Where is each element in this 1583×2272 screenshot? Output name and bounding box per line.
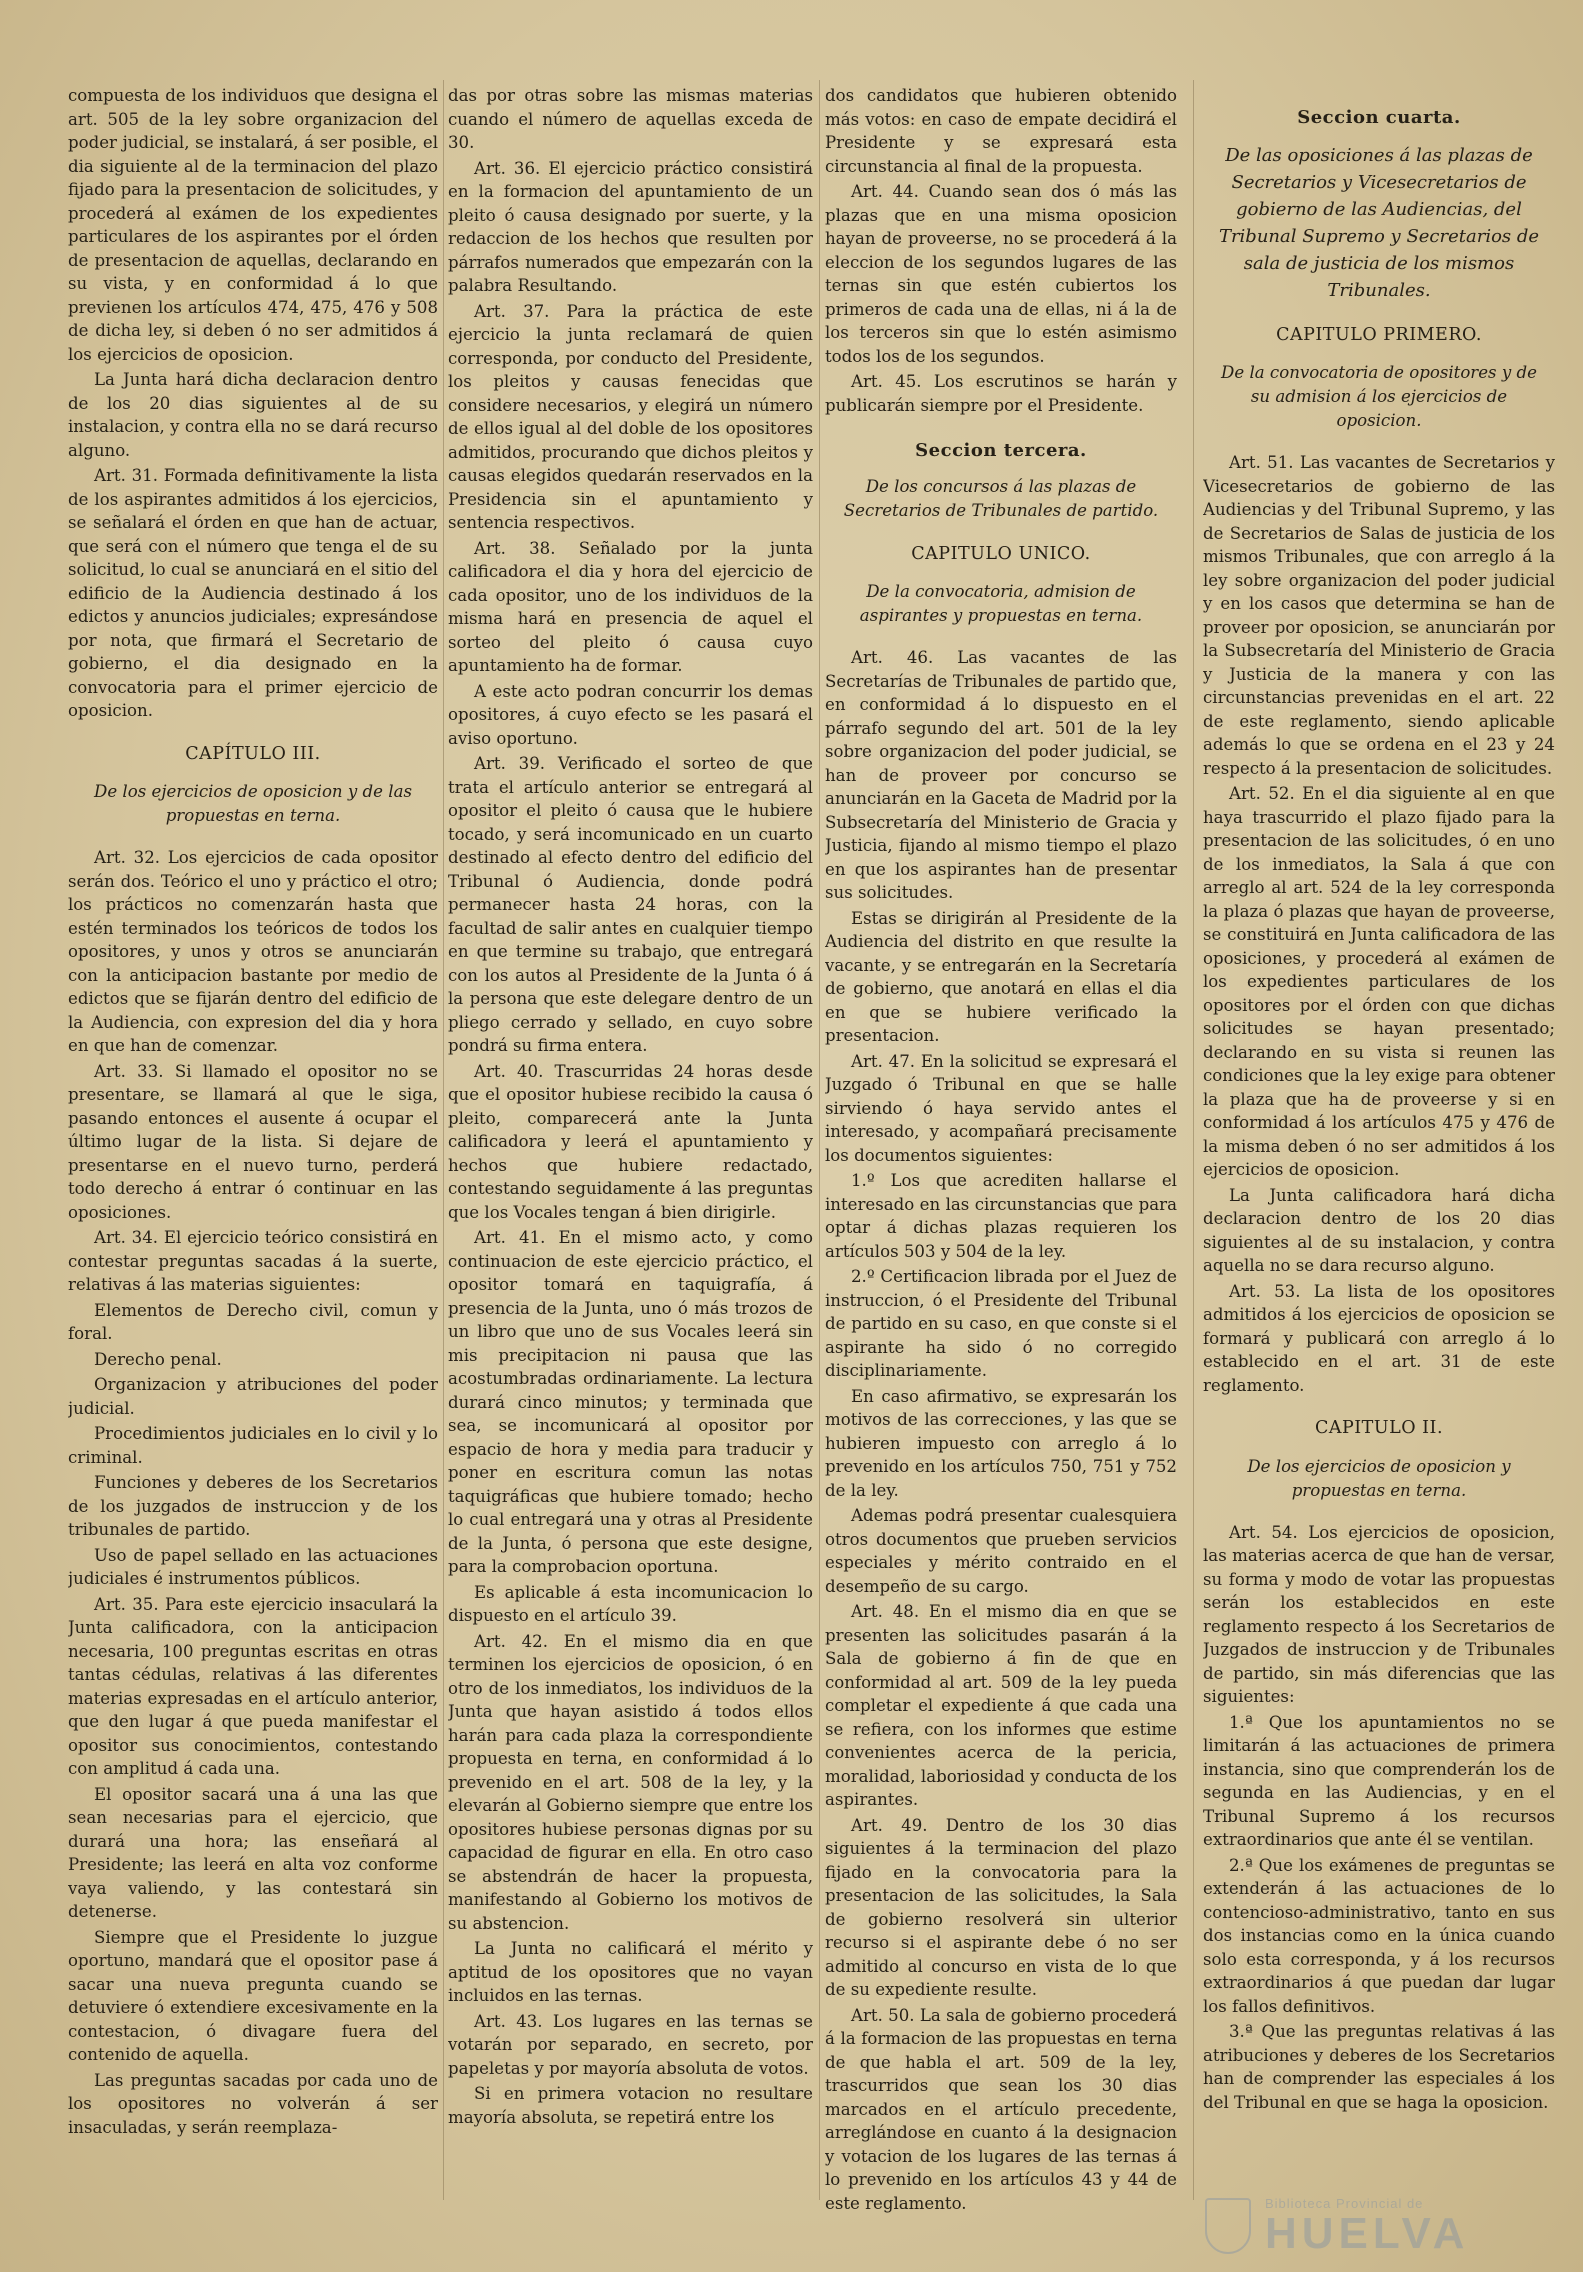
article-paragraph: Art. 49. Dentro de los 30 dias siguientes á la terminacion del plazo fijado en la convocatoria para la presentacion de las solicitudes, la Sala de gobierno resolverá sin ulterior recurso si el aspirante debe ó no ser admitido al concurso en vista de lo que de su expediente resulte.: [825, 1815, 1177, 1999]
article-paragraph: Funciones y deberes de los Secretarios de los juzgados de instruccion y de los tribunales de partido.: [68, 1473, 438, 1539]
column-rule: [1193, 80, 1194, 2200]
article-paragraph: Derecho penal.: [94, 1349, 222, 1369]
article-paragraph: Procedimientos judiciales en lo civil y lo criminal.: [68, 1424, 438, 1467]
column-4: [1203, 84, 1555, 2234]
column-2: [448, 84, 813, 2234]
column-1: [68, 84, 438, 2234]
article-paragraph: Art. 34. El ejercicio teórico consistirá en contestar preguntas sacadas á la suerte, relativas á las materias siguientes:: [68, 1228, 438, 1294]
article-paragraph: das por otras sobre las mismas materias cuando el número de aquellas exceda de 30.: [448, 86, 813, 152]
section-subtitle: De los ejercicios de oposicion y de las propuestas en terna.: [94, 782, 412, 825]
article-paragraph: La Junta hará dicha declaracion dentro de los 20 dias siguientes al de su instalacion, y contra ella no se dará recurso alguno.: [68, 370, 438, 460]
article-paragraph: Art. 54. Los ejercicios de oposicion, las materias acerca de que han de versar, su forma y modo de votar las propuestas serán los establecidos en este reglamento respecto á los Secretarios de Juzgados de instruccion y de Tribunales de partido, sin más diferencias que las siguientes:: [1203, 1522, 1555, 1706]
article-paragraph: Art. 47. En la solicitud se expresará el Juzgado ó Tribunal en que se halle sirviendo ó haya servido antes el interesado, y acompañará precisamente los documentos siguientes:: [825, 1051, 1177, 1165]
section-subtitle: De la convocatoria, admision de aspirantes y propuestas en terna.: [859, 582, 1143, 625]
column-rule: [819, 80, 820, 2200]
article-paragraph: 1.ª Que los apuntamientos no se limitarán á las actuaciones de primera instancia, sino que comprenderán los de segunda en las Audiencias, y en el Tribunal Supremo á los recursos extraordinarios que ante él se ventilan.: [1203, 1712, 1555, 1849]
article-paragraph: Art. 50. La sala de gobierno procederá á la formacion de las propuestas en terna de que habla el art. 509 de la ley, trascurridos que sean los 30 dias marcados en el artículo precedente, arreglándose en cuanto á la designacion y votacion de los lugares de las ternas á lo prevenido en los artículos 43 y 44 de este reglamento.: [825, 2005, 1177, 2213]
article-paragraph: La Junta calificadora hará dicha declaracion dentro de los 20 dias siguientes al de su instalacion, y contra aquella no se dara recurso alguno.: [1203, 1185, 1555, 1275]
article-paragraph: 3.ª Que las preguntas relativas á las atribuciones y deberes de los Secretarios han de comprender las especiales á los del Tribunal en que se haga la oposicion.: [1203, 2022, 1555, 2112]
article-paragraph: A este acto podran concurrir los demas opositores, á cuyo efecto se les pasará el aviso oportuno.: [448, 681, 813, 748]
article-paragraph: Art. 41. En el mismo acto, y como continuacion de este ejercicio práctico, el opositor tomará en taquigrafía, á presencia de la Junta, uno ó más trozos de un libro que uno de sus Vocales leerá sin mis precipitacion ni pausa que las acostumbradas ordinariamente. La lectura durará cinco minutos; y terminada que sea, se incomunicará al opositor por espacio de hora y media para traducir y poner en escritura comun las notas taquigráficas que hubiere tomado; hecho lo cual entregará una y otras al Presidente de la Junta, ó persona que este designe, para la comprobacion oportuna.: [448, 1228, 813, 1576]
section-heading: Seccion cuarta.: [1297, 107, 1461, 128]
article-paragraph: Art. 31. Formada definitivamente la lista de los aspirantes admitidos á los ejercicios, se señalará el órden en que han de actuar, que será con el número que tenga el de su solicitud, lo cual se anunciará en el sitio del edificio de la Audiencia destinado á los edictos y anuncios judiciales; expresándose por nota, que firmará el Secretario de gobierno, el dia designado en la convocatoria para el primer ejercicio de oposicion.: [68, 466, 438, 720]
article-paragraph: compuesta de los individuos que designa el art. 505 de la ley sobre organizacion del poder judicial, se instalará, á ser posible, el dia siguiente al de la terminacion del plazo fijado para la presentacion de solicitudes, y procederá al exámen de los expedientes particulares de los aspirantes por el órden de presentacion de aquellas, declarando en su vista, y en conformidad á lo que previenen los artículos 474, 475, 476 y 508 de dicha ley, si deben ó no ser admitidos á los ejercicios de oposicion.: [68, 86, 438, 364]
article-paragraph: Art. 42. En el mismo dia en que terminen los ejercicios de oposicion, ó en otro de los inmediatos, los individuos de la Junta que hayan asistido á todos ellos harán para cada plaza la correspondiente propuesta en terna, en conformidad á lo prevenido en el art. 508 de la ley, y la elevarán al Gobierno siempre que entre los opositores hubiese personas dignas por su capacidad de figurar en ella. En otro caso se abstendrán de hacer la propuesta, manifestando al Gobierno los motivos de su abstencion.: [448, 1631, 813, 1933]
article-paragraph: Art. 51. Las vacantes de Secretarios y Vicesecretarios de gobierno de las Audiencias y del Tribunal Supremo, y las de Secretarios de Salas de justicia de los mismos Tribunales, que con arreglo á la ley sobre organizacion del poder judicial y en los casos que determina se han de proveer por oposicion, se anunciarán por la Subsecretaría del Ministerio de Gracia y Justicia de la manera y con las circunstancias prevenidas en el art. 22 de este reglamento, siendo aplicable además lo que se ordena en el 23 y 24 respecto á la presentacion de solicitudes.: [1203, 453, 1555, 778]
watermark-line-2: HUELVA: [1265, 2208, 1470, 2258]
article-paragraph: Estas se dirigirán al Presidente de la Audiencia del distrito en que resulte la vacante, y se entregarán en la Secretaría de gobierno, que anotará en ellas el dia en que se hubiere verificado la presentacion.: [825, 908, 1177, 1045]
article-paragraph: Siempre que el Presidente lo juzgue oportuno, mandará que el opositor pase á sacar una nueva pregunta cuando se detuviere ó extendiere excesivamente en la contestacion, ó divagare fuera del contenido de aquella.: [68, 1927, 438, 2064]
section-subtitle: De los concursos á las plazas de Secretarios de Tribunales de partido.: [843, 476, 1159, 520]
article-paragraph: Uso de papel sellado en las actuaciones judiciales é instrumentos públicos.: [68, 1545, 438, 1588]
article-paragraph: Art. 52. En el dia siguiente al en que haya trascurrido el plazo fijado para la presentacion de las solicitudes, ó en uno de los inmediatos, la Sala á que con arreglo al art. 524 de la ley corresponda la plaza ó plazas que hayan de proveerse, se constituirá en Junta calificadora de las oposiciones, y procederá al exámen de los expedientes particulares de los opositores por el órden con que dichas solicitudes se hayan presentado; declarando en su vista si reunen las condiciones que la ley exige para obtener la plaza que ha de proveerse y si en conformidad á los artículos 475 y 476 de la misma deben ó no ser admitidos á los ejercicios de oposicion.: [1203, 784, 1555, 1179]
article-paragraph: Art. 43. Los lugares en las ternas se votarán por separado, en secreto, por papeletas y por mayoría absoluta de votos.: [448, 2011, 813, 2078]
article-paragraph: En caso afirmativo, se expresarán los motivos de las correcciones, y las que se hubieren impuesto con arreglo á lo prevenido en los artículos 750, 751 y 752 de la ley.: [825, 1386, 1177, 1500]
section-subtitle: De los ejercicios de oposicion y propuestas en terna.: [1247, 1456, 1511, 1500]
column-rule: [443, 80, 444, 2200]
column-3: [825, 84, 1177, 2234]
article-paragraph: Art. 40. Trascurridas 24 horas desde que el opositor hubiese recibido la causa ó pleito, comparecerá ante la Junta calificadora y leerá el apuntamiento y hechos que hubiere redactado, contestando seguidamente á las preguntas que los Vocales tengan á bien dirigirle.: [448, 1061, 813, 1222]
section-subtitle: De la convocatoria de opositores y de su admision á los ejercicios de oposicion.: [1221, 363, 1537, 430]
article-paragraph: Art. 53. La lista de los opositores admitidos á los ejercicios de oposicion se formará y publicará con arreglo á lo establecido en el art. 31 de este reglamento.: [1203, 1281, 1555, 1395]
chapter-heading: CAPITULO PRIMERO.: [1276, 324, 1482, 345]
article-paragraph: Art. 44. Cuando sean dos ó más las plazas que en una misma oposicion hayan de proveerse, no se procederá á la eleccion de los segundos lugares de las ternas sin que estén cubiertos los primeros de cada una de ellas, ni á la de los terceros sin que lo estén asimismo todos los de los segundos.: [825, 182, 1177, 366]
article-paragraph: 2.º Certificacion librada por el Juez de instruccion, ó el Presidente del Tribunal de partido en su caso, en que conste si el aspirante ha sido ó no corregido disciplinariamente.: [825, 1267, 1177, 1380]
article-paragraph: Art. 32. Los ejercicios de cada opositor serán dos. Teórico el uno y práctico el otro; los prácticos no comenzarán hasta que estén terminados los teóricos de todos los opositores, y unos y otros se anunciarán con la anticipacion bastante por medio de edictos que se fijarán dentro del edificio de la Audiencia, con expresion del dia y hora en que han de comenzar.: [68, 848, 438, 1055]
article-paragraph: Art. 39. Verificado el sorteo de que trata el artículo anterior se entregará al opositor el pleito ó causa que le hubiere tocado, y será incomunicado en un cuarto destinado al efecto dentro del edificio del Tribunal ó Audiencia, donde podrá permanecer hasta 24 horas, con la facultad de salir antes en cualquier tiempo en que termine su trabajo, que entregará con los autos al Presidente de la Junta ó á la persona que este delegare dentro de un pliego cerrado y sellado, en cuyo sobre pondrá su firma entera.: [448, 754, 813, 1055]
article-paragraph: Art. 45. Los escrutinos se harán y publicarán siempre por el Presidente.: [825, 372, 1177, 415]
article-paragraph: Art. 38. Señalado por la junta calificadora el dia y hora del ejercicio de cada opositor, uno de los individuos de la misma hará en presencia de aquel el sorteo del pleito ó causa cuyo apuntamiento ha de formar.: [448, 538, 813, 675]
article-paragraph: 1.º Los que acrediten hallarse el interesado en las circunstancias que para optar á dichas plazas requieren los artículos 503 y 504 de la ley.: [825, 1171, 1177, 1261]
section-heading: Seccion tercera.: [915, 440, 1087, 461]
article-paragraph: 2.ª Que los exámenes de preguntas se extenderán á las actuaciones de lo contencioso-administrativo, tanto en sus dos instancias como en la única cuando solo esta corresponda, y á los recursos extraordinarios á que puedan dar lugar los fallos definitivos.: [1203, 1855, 1555, 2016]
article-paragraph: Art. 46. Las vacantes de las Secretarías de Tribunales de partido que, en conformidad á lo dispuesto en el párrafo segundo del art. 501 de la ley sobre organizacion del poder judicial, se han de proveer por concurso se anunciarán en la Gaceta de Madrid por la Subsecretaría del Ministerio de Gracia y Justicia, fijando al mismo tiempo el plazo en que los aspirantes han de presentar sus solicitudes.: [825, 648, 1177, 902]
shield-icon: [1205, 2198, 1251, 2254]
article-paragraph: Art. 37. Para la práctica de este ejercicio la junta reclamará de quien corresponda, por conducto del Presidente, los pleitos y causas fenecidas que considere necesarios, y elegirá un número de ellos igual al del doble de los opositores admitidos, procurando que dichos pleitos y causas elegidos quedarán reservados en la Presidencia sin el apuntamiento y sentencia respectivos.: [448, 301, 813, 532]
article-paragraph: Art. 33. Si llamado el opositor no se presentare, se llamará al que le siga, pasando entonces el ausente á ocupar el último lugar de la lista. Si dejare de presentarse en el nuevo turno, perderá todo derecho á entrar ó continuar en las oposiciones.: [68, 1061, 438, 1222]
section-subtitle: De las oposiciones á las plazas de Secretarios y Vicesecretarios de gobierno de las Audiencias, del Tribunal Supremo y Secretarios de sala de justicia de los mismos Tribunales.: [1218, 144, 1540, 301]
article-paragraph: Art. 48. En el mismo dia en que se presenten las solicitudes pasarán á la Sala de gobierno á fin de que en conformidad al art. 509 de la ley pueda completar el expediente á que cada una se refiera, con los informes que estime convenientes acerca de la pericia, moralidad, laboriosidad y conducta de los aspirantes.: [825, 1602, 1177, 1809]
watermark-line-1: Biblioteca Provincial de: [1265, 2195, 1424, 2211]
article-paragraph: La Junta no calificará el mérito y aptitud de los opositores que no vayan incluidos en las ternas.: [448, 1939, 813, 2005]
article-paragraph: Si en primera votacion no resultare mayoría absoluta, se repetirá entre los: [448, 2084, 813, 2127]
article-paragraph: Organizacion y atribuciones del poder judicial.: [68, 1375, 438, 1418]
chapter-heading: CAPITULO UNICO.: [911, 543, 1091, 564]
chapter-heading: CAPÍTULO III.: [185, 743, 321, 764]
article-paragraph: Elementos de Derecho civil, comun y foral.: [68, 1300, 438, 1343]
article-paragraph: dos candidatos que hubieren obtenido más votos: en caso de empate decidirá el Presidente y se expresará esta circunstancia al final de la propuesta.: [825, 86, 1177, 176]
article-paragraph: El opositor sacará una á una las que sean necesarias para el ejercicio, que durará una hora; las enseñará al Presidente; las leerá en alta voz conforme vaya valiendo, y las contestará sin detenerse.: [68, 1784, 438, 1921]
article-paragraph: Ademas podrá presentar cualesquiera otros documentos que prueben servicios especiales y mérito contraido en el desempeño de su cargo.: [825, 1506, 1177, 1596]
article-paragraph: Art. 36. El ejercicio práctico consistirá en la formacion del apuntamiento de un pleito ó causa designado por suerte, y la redaccion de los hechos que resulten por párrafos numerados que empezarán con la palabra Resultando.: [448, 158, 813, 295]
chapter-heading: CAPITULO II.: [1314, 1418, 1444, 1438]
article-paragraph: Las preguntas sacadas por cada uno de los opositores no volverán á ser insaculadas, y serán reemplaza-: [68, 2070, 438, 2137]
library-watermark: [1205, 2190, 1545, 2262]
article-paragraph: Es aplicable á esta incomunicacion lo dispuesto en el artículo 39.: [448, 1582, 813, 1625]
article-paragraph: Art. 35. Para este ejercicio insaculará la Junta calificadora, con la anticipacion necesaria, 100 preguntas escritas en otras tantas cédulas, relativas á las diferentes materias expresadas en el artículo anterior, que den lugar á que pueda manifestar el opositor sus conocimientos, contestando con amplitud á cada una.: [68, 1594, 438, 1778]
